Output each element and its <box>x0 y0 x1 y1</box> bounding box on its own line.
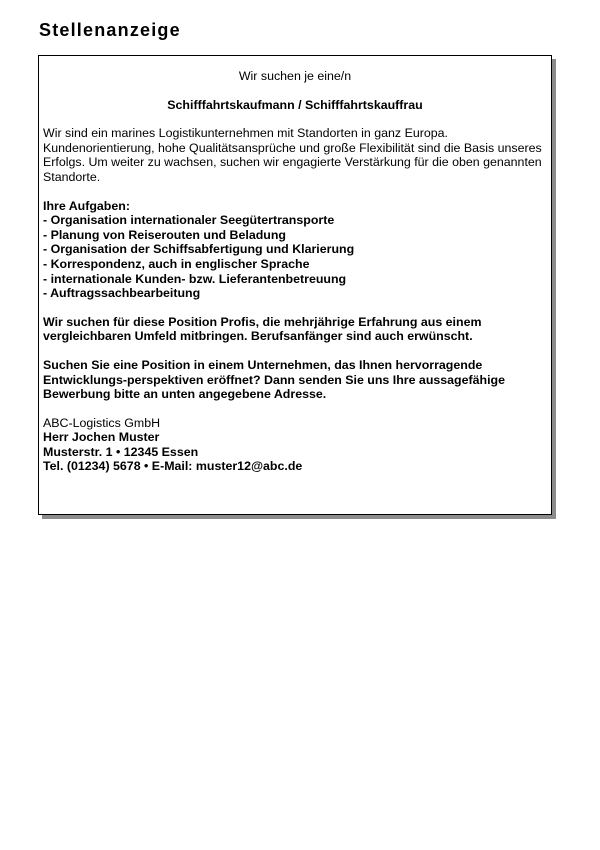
job-ad-box <box>38 55 552 515</box>
call-to-action: Suchen Sie eine Position in einem Unternehmen, das Ihnen hervorragende Entwicklungs-perspektiven eröffnet? Dann senden Sie uns Ihre aussagefähige Bewerbung bitte an unten angegebene Adresse. <box>43 357 506 402</box>
task-item: - Organisation internationaler Seegütertransporte <box>43 213 335 228</box>
profile-text: Wir suchen für diese Position Profis, die mehrjährige Erfahrung aus einem vergleichbaren Umfeld mitbringen. Berufsanfänger sind auch erwünscht. <box>43 314 482 344</box>
company-description: Wir sind ein marines Logistikunternehmen mit Standorten in ganz Europa. Kundenorientierung, hohe Qualitätsansprüche und große Flexibilität sind die Basis unseres Erfolgs. Um weiter zu wachsen, suchen wir engagierte Verstärkung für die oben genannten Standorte. <box>43 126 542 184</box>
task-item: - Auftragssachbearbeitung <box>43 286 201 301</box>
task-item: - Planung von Reiserouten und Beladung <box>43 227 287 242</box>
page-title: Stellenanzeige <box>39 20 181 40</box>
tasks-list <box>43 213 547 301</box>
task-item: - Organisation der Schiffsabfertigung und Klarierung <box>43 242 355 257</box>
contact-phone-email: Tel. (01234) 5678 • E-Mail: muster12@abc.de <box>43 459 303 474</box>
task-item: - Korrespondenz, auch in englischer Sprache <box>43 256 310 271</box>
task-item: - internationale Kunden- bzw. Lieferantenbetreuung <box>43 271 347 286</box>
tasks-heading: Ihre Aufgaben: <box>43 198 130 213</box>
contact-address: Musterstr. 1 • 12345 Essen <box>43 444 199 459</box>
contact-person: Herr Jochen Muster <box>43 430 160 445</box>
job-title: Schifffahrtskaufmann / Schifffahrtskauffrau <box>167 97 423 112</box>
ad-intro: Wir suchen je eine/n <box>238 69 352 83</box>
contact-company: ABC-Logistics GmbH <box>43 415 161 430</box>
contact-block <box>43 416 547 474</box>
